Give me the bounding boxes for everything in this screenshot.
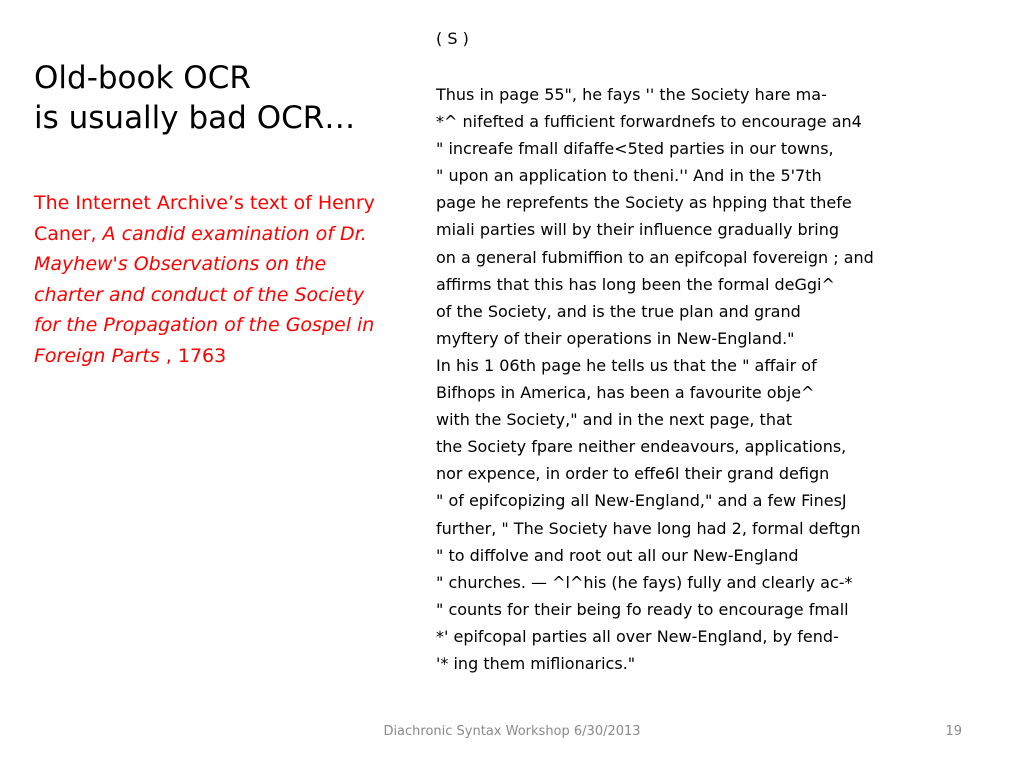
ocr-line: myftery of their operations in New-England." (436, 328, 795, 348)
caption-prefix: The Internet Archive’s text of Henry Caner, (34, 192, 375, 245)
ocr-line: " of epifcopizing all New-England," and a few FinesJ (436, 491, 847, 511)
ocr-line: In his 1 06th page he tells us that the " affair of (436, 355, 817, 375)
ocr-line: affirms that this has long been the formal deGgi^ (436, 274, 835, 294)
ocr-line: " counts for their being fo ready to encourage fmall (436, 599, 849, 619)
ocr-line: *' epifcopal parties all over New-England, by fend- (436, 626, 839, 646)
ocr-line: " upon an application to theni.'' And in the 5'7th (436, 166, 822, 186)
ocr-line: miali parties will by their influence gradually bring (436, 220, 839, 240)
ocr-line: with the Society," and in the next page, that (436, 410, 793, 430)
caption-year: , 1763 (159, 344, 227, 367)
ocr-line: Bifhops in America, has been a favourite obje^ (436, 383, 815, 403)
footer (0, 724, 1024, 744)
ocr-line: " to diffolve and root out all our New-England (436, 545, 799, 565)
ocr-line: '* ing them miflionarics." (436, 653, 636, 673)
caption-book-title: A candid examination of Dr. Mayhew's Observations on the charter and conduct of the Society for the Propagation of the Gospel in Foreign Parts (34, 222, 375, 367)
slide-number: 19 (945, 724, 962, 739)
slide-title-line-1: Old-book OCR (34, 60, 251, 96)
source-caption (34, 188, 394, 371)
slide-title (34, 58, 404, 138)
ocr-line: of the Society, and is the true plan and grand (436, 301, 801, 321)
ocr-line: page he reprefents the Society as hpping that thefe (436, 193, 852, 213)
slide-title-line-2: is usually bad OCR… (34, 100, 356, 136)
page-marker: ( S ) (436, 29, 469, 48)
ocr-line: on a general fubmiffion to an epifcopal fovereign ; and (436, 247, 874, 267)
ocr-line: nor expence, in order to effe6l their grand defign (436, 464, 830, 484)
footer-text: Diachronic Syntax Workshop 6/30/2013 (383, 724, 641, 739)
ocr-text-block (436, 81, 1016, 677)
ocr-line: further, " The Society have long had 2, formal deftgn (436, 518, 861, 538)
ocr-line: " increafe fmall difaffe<5ted parties in our towns, (436, 139, 834, 159)
ocr-line: *^ nifefted a fufficient forwardnefs to encourage an4 (436, 112, 862, 132)
ocr-line: " churches. — ^l^his (he fays) fully and clearly ac-* (436, 572, 853, 592)
ocr-line: the Society fpare neither endeavours, applications, (436, 437, 847, 457)
ocr-line: Thus in page 55", he fays '' the Society hare ma- (436, 85, 827, 104)
